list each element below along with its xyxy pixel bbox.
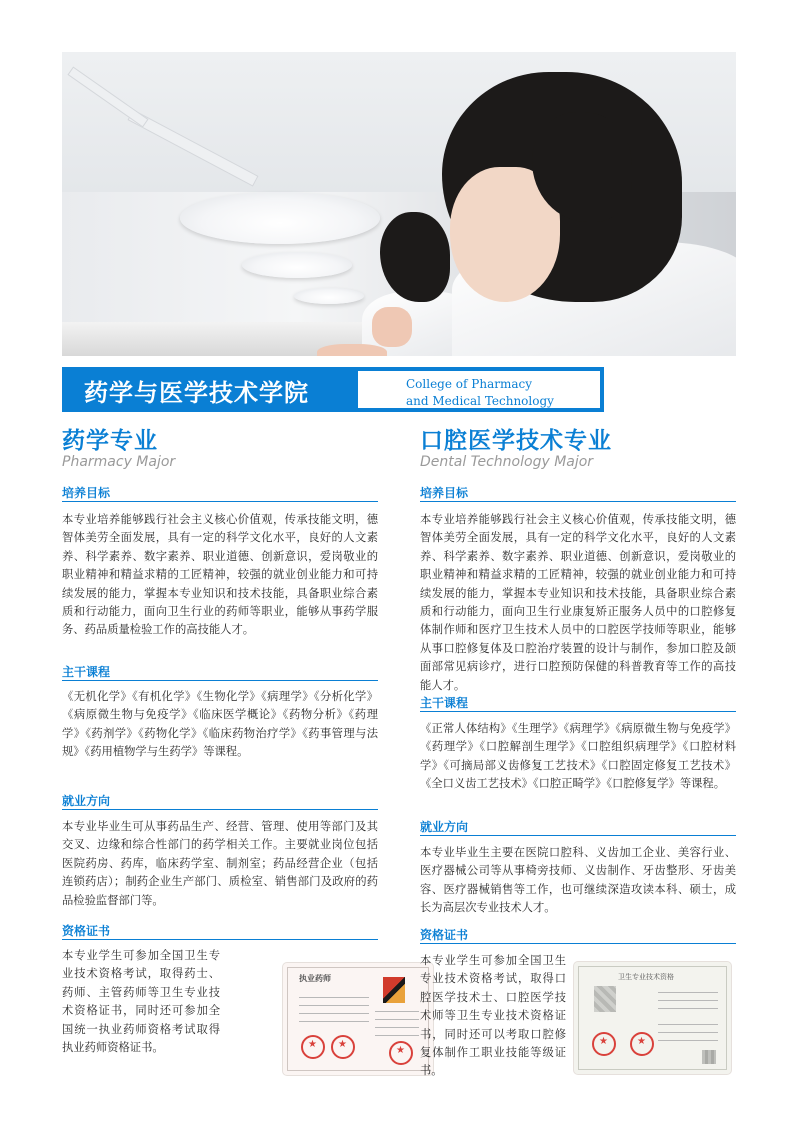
college-banner — [62, 367, 604, 412]
seal-icon — [592, 1032, 616, 1056]
goal-text: 本专业培养能够践行社会主义核心价值观，传承技能文明，德智体美劳全面发展，具有一定的科学文化水平，良好的人文素养、科学素养、数字素养、职业道德、创新意识，爱岗敬业的职业精神和精益求精的工匠精神，较强的就业创业能力和可持续发展的能力，掌握本专业知识和技术技能，具备职业综合素质和行动能力，面向卫生行业康复矫正服务人员中的口腔修复体制作师和医疗卫生技术人员中的口腔医学技师等职业，能够从事口腔修复体及口腔治疗装置的设计与制作，参加口腔及颌面部常见病诊疗，进行口腔预防保健的科普教育等工作的高技能人才。 — [420, 513, 736, 692]
section-divider — [420, 943, 736, 944]
section-divider — [62, 809, 378, 810]
jobs-text: 本专业毕业生主要在医院口腔科、义齿加工企业、美容行业、医疗器械公司等从事椅旁技师、义齿制作、牙齿整形、牙齿美容、医疗器械销售等工作，也可继续深造攻读本科、硕士，成长为高层次专业技术人才。 — [420, 846, 736, 915]
seal-icon — [331, 1035, 355, 1059]
courses-text: 《正常人体结构》《生理学》《病理学》《病原微生物与免疫学》《药理学》《口腔解剖生理学》《口腔组织病理学》《口腔材料学》《可摘局部义齿修复工艺技术》《口腔固定修复工艺技术》《全口义齿工艺技术》《口腔正畸学》《口腔修复学》等课程。 — [420, 722, 736, 791]
cert-text: 本专业学生可参加全国卫生专业技术资格考试，取得药士、药师、主管药师等卫生专业技术资格证书，同时还可参加全国统一执业药师资格考试取得执业药师资格证书。 — [62, 949, 220, 1055]
section-divider — [420, 501, 736, 502]
major-title: 药学专业 — [62, 428, 158, 454]
cert-photo — [383, 977, 405, 1003]
qr-code-icon — [702, 1050, 716, 1064]
seal-icon — [630, 1032, 654, 1056]
health-professional-certificate-image — [574, 962, 731, 1074]
major-subtitle: Pharmacy Major — [62, 454, 176, 470]
section-divider — [62, 501, 378, 502]
pharmacist-certificate-image — [283, 963, 433, 1075]
section-divider — [62, 680, 378, 681]
college-title-en-line2: and Medical Technology — [406, 394, 554, 408]
college-title-en-box — [356, 369, 602, 410]
section-heading-courses: 主干课程 — [420, 696, 469, 710]
jobs-text: 本专业毕业生可从事药品生产、经营、管理、使用等部门及其交叉、边缘和综合性部门的药学相关工作。主要就业岗位包括医院药房、药库，临床药学室、制剂室；药品经营企业（包括连锁药店）；制药企业生产部门、质检室、销售部门及政府的药品检验监督部门等。 — [62, 820, 378, 907]
section-heading-cert: 资格证书 — [420, 928, 469, 942]
major-title: 口腔医学技术专业 — [420, 428, 612, 454]
hero-photo — [62, 52, 736, 356]
college-title-en-line1: College of Pharmacy — [406, 377, 532, 391]
section-divider — [420, 711, 736, 712]
cert-photo — [594, 986, 616, 1012]
section-heading-goal: 培养目标 — [62, 486, 111, 500]
seal-icon — [389, 1041, 413, 1065]
cert-image-title: 执业药师 — [299, 974, 331, 983]
college-title-en — [406, 376, 554, 410]
college-title-cn: 药学与医学技术学院 — [84, 379, 309, 407]
section-heading-jobs: 就业方向 — [62, 794, 111, 808]
section-heading-jobs: 就业方向 — [420, 820, 469, 834]
section-heading-cert: 资格证书 — [62, 924, 111, 938]
cert-text: 本专业学生可参加全国卫生专业技术资格考试，取得口腔医学技术士、口腔医学技术师等卫生专业技术资格证书，同时还可以考取口腔修复体制作工职业技能等级证书。 — [420, 954, 566, 1078]
cert-image-title: 卫生专业技术资格 — [618, 973, 674, 981]
section-divider — [420, 835, 736, 836]
courses-text: 《无机化学》《有机化学》《生物化学》《病理学》《分析化学》《病原微生物与免疫学》《临床医学概论》《药物分析》《药理学》《药剂学》《药物化学》《临床药物治疗学》《药事管理与法规》《药用植物学与生药学》等课程。 — [62, 690, 378, 759]
section-divider — [62, 939, 378, 940]
section-heading-courses: 主干课程 — [62, 665, 111, 679]
seal-icon — [301, 1035, 325, 1059]
section-heading-goal: 培养目标 — [420, 486, 469, 500]
major-subtitle: Dental Technology Major — [420, 454, 594, 470]
goal-text: 本专业培养能够践行社会主义核心价值观，传承技能文明，德智体美劳全面发展，具有一定的科学文化水平，良好的人文素养、科学素养、数字素养、职业道德、创新意识，爱岗敬业的职业精神和精益求精的工匠精神，较强的就业创业能力和可持续发展的能力，掌握本专业知识和技术技能，具备职业综合素质和行动能力，面向卫生行业的药师等职业，能够从事药学服务、药品质量检验工作的高技能人才。 — [62, 513, 378, 637]
